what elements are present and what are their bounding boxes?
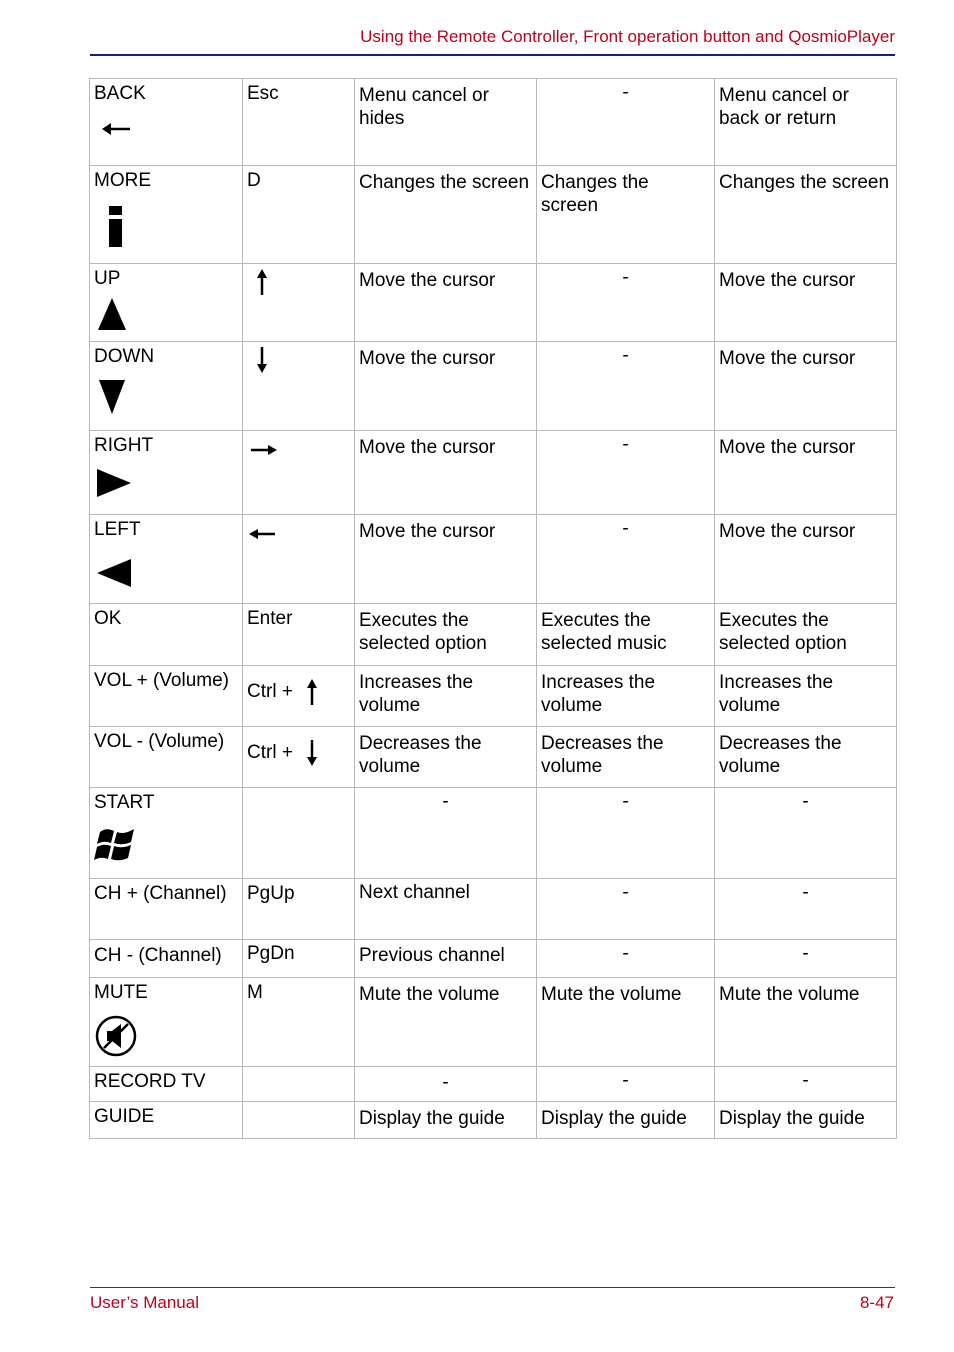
keyboard-key-label: Ctrl + (247, 681, 293, 703)
description-cell: - (537, 1067, 715, 1102)
button-cell (90, 264, 243, 342)
triangle-up-icon (94, 296, 134, 332)
description-cell: Increases the volume (715, 666, 897, 727)
table-row (90, 604, 897, 666)
footer-divider (90, 1287, 895, 1288)
description-cell: Executes the selected option (715, 604, 897, 666)
button-cell (90, 79, 243, 166)
button-cell (90, 879, 243, 940)
key-cell (243, 727, 355, 788)
arrow-down-icon (247, 345, 277, 375)
button-label: RIGHT (94, 435, 154, 456)
button-cell (90, 940, 243, 978)
table-row (90, 666, 897, 727)
description-cell: - (715, 940, 897, 978)
description-cell: Executes the selected option (355, 604, 537, 666)
button-label: VOL - (Volume) (94, 731, 225, 752)
table-row (90, 515, 897, 604)
description-cell: Menu cancel or hides (355, 79, 537, 166)
button-label: CH + (Channel) (94, 883, 227, 904)
description-cell: Executes the selected music (537, 604, 715, 666)
triangle-left-icon (94, 557, 134, 591)
keyboard-key-label: PgDn (247, 943, 295, 964)
keyboard-key-label: Ctrl + (247, 742, 293, 764)
button-label: RECORD TV (94, 1071, 206, 1092)
table-row (90, 431, 897, 515)
description-cell: - (537, 264, 715, 342)
description-cell: Changes the screen (537, 166, 715, 264)
key-cell (243, 1102, 355, 1139)
table-row (90, 264, 897, 342)
description-cell: Changes the screen (715, 166, 897, 264)
mute-icon (94, 1014, 138, 1058)
button-cell (90, 666, 243, 727)
description-cell: Decreases the volume (355, 727, 537, 788)
description-cell: Changes the screen (355, 166, 537, 264)
description-cell: - (537, 788, 715, 879)
button-label: START (94, 792, 155, 813)
description-cell: Move the cursor (355, 264, 537, 342)
page-header-title: Using the Remote Controller, Front operation button and QosmioPlayer (360, 27, 895, 46)
table-row (90, 342, 897, 431)
key-cell (243, 666, 355, 727)
info-icon (94, 204, 134, 250)
footer-manual-title: User’s Manual (90, 1293, 199, 1312)
remote-button-table (89, 78, 897, 1139)
arrow-down-icon (302, 739, 322, 767)
arrow-left-icon (247, 522, 279, 546)
description-cell: - (715, 788, 897, 879)
button-cell (90, 727, 243, 788)
description-cell: Previous channel (355, 940, 537, 978)
description-cell: Move the cursor (355, 431, 537, 515)
button-cell (90, 1102, 243, 1139)
page-number: 8-47 (859, 1293, 894, 1312)
button-label: BACK (94, 83, 146, 104)
description-cell: - (537, 342, 715, 431)
table-row (90, 978, 897, 1067)
description-cell: Decreases the volume (715, 727, 897, 788)
description-cell: Mute the volume (537, 978, 715, 1067)
button-label: GUIDE (94, 1106, 155, 1127)
description-cell: Display the guide (715, 1102, 897, 1139)
description-cell: Decreases the volume (537, 727, 715, 788)
description-cell: - (537, 515, 715, 604)
button-cell (90, 166, 243, 264)
description-cell: Increases the volume (355, 666, 537, 727)
keyboard-key-label: Enter (247, 608, 293, 629)
description-cell: - (715, 1067, 897, 1102)
table-row (90, 727, 897, 788)
description-cell: Move the cursor (715, 264, 897, 342)
key-cell (243, 515, 355, 604)
key-cell (243, 788, 355, 879)
triangle-right-icon (94, 467, 134, 501)
key-cell (243, 166, 355, 264)
table-row (90, 788, 897, 879)
table-row (90, 166, 897, 264)
key-cell (243, 978, 355, 1067)
button-cell (90, 342, 243, 431)
keyboard-key-label: D (247, 170, 261, 191)
description-cell: Mute the volume (715, 978, 897, 1067)
button-cell (90, 431, 243, 515)
button-cell (90, 515, 243, 604)
description-cell: Menu cancel or back or return (715, 79, 897, 166)
key-cell (243, 264, 355, 342)
back-arrow-icon (94, 117, 134, 141)
button-cell (90, 604, 243, 666)
arrow-right-icon (247, 438, 279, 462)
button-label: OK (94, 608, 122, 629)
key-cell (243, 79, 355, 166)
button-cell (90, 978, 243, 1067)
windows-logo-icon (94, 824, 138, 864)
triangle-down-icon (94, 378, 134, 416)
key-cell (243, 1067, 355, 1102)
table-row (90, 79, 897, 166)
table-row (90, 879, 897, 940)
description-cell: Move the cursor (715, 342, 897, 431)
key-cell (243, 879, 355, 940)
header-divider (90, 54, 895, 56)
arrow-up-icon (247, 267, 277, 297)
button-label: LEFT (94, 519, 141, 540)
description-cell: Display the guide (537, 1102, 715, 1139)
description-cell: - (537, 431, 715, 515)
key-cell (243, 431, 355, 515)
description-cell: Move the cursor (715, 431, 897, 515)
description-cell: Move the cursor (355, 342, 537, 431)
description-cell: - (355, 1067, 537, 1102)
keyboard-key-label: Esc (247, 83, 279, 104)
button-cell (90, 1067, 243, 1102)
keyboard-key-label: PgUp (247, 883, 295, 904)
button-cell (90, 788, 243, 879)
description-cell: Display the guide (355, 1102, 537, 1139)
description-cell: Next channel (355, 879, 537, 940)
button-label: MORE (94, 170, 151, 191)
description-cell: Move the cursor (715, 515, 897, 604)
description-cell: Mute the volume (355, 978, 537, 1067)
key-cell (243, 604, 355, 666)
key-cell (243, 342, 355, 431)
button-label: MUTE (94, 982, 148, 1003)
description-cell: Move the cursor (355, 515, 537, 604)
table-row (90, 1102, 897, 1139)
description-cell: - (537, 79, 715, 166)
button-label: UP (94, 268, 121, 289)
arrow-up-icon (302, 678, 322, 706)
key-cell (243, 940, 355, 978)
description-cell: Increases the volume (537, 666, 715, 727)
button-label: VOL + (Volume) (94, 670, 229, 691)
table-row (90, 1067, 897, 1102)
keyboard-key-label: M (247, 982, 263, 1003)
table-row (90, 940, 897, 978)
button-label: DOWN (94, 346, 155, 367)
description-cell: - (537, 879, 715, 940)
button-label: CH - (Channel) (94, 945, 222, 966)
description-cell: - (715, 879, 897, 940)
description-cell: - (355, 788, 537, 879)
description-cell: - (537, 940, 715, 978)
